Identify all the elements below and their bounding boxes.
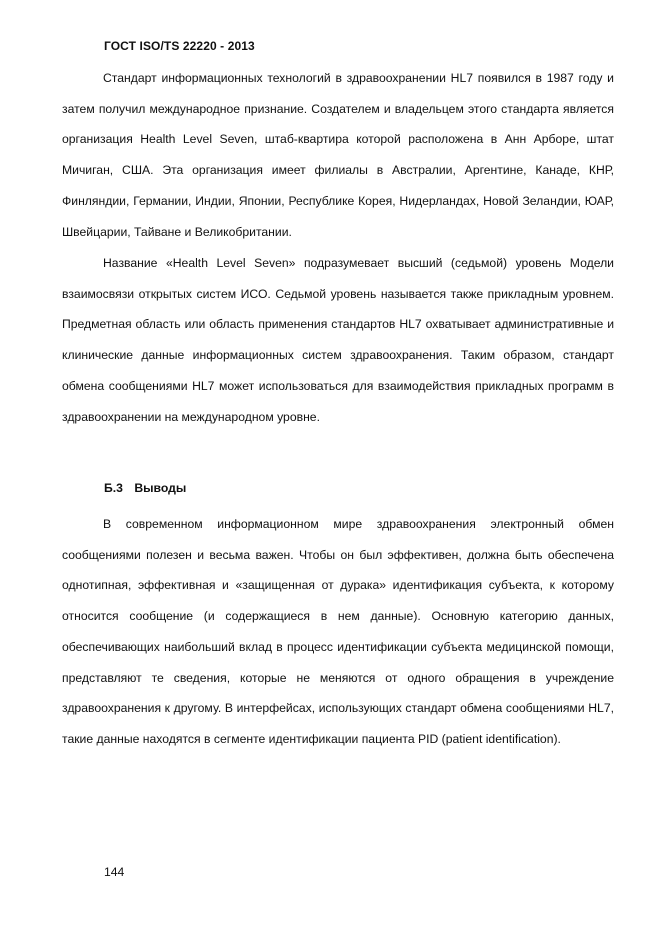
paragraph-text: Стандарт информационных технологий в здравоохранении HL7 появился в 1987 году и затем получил международное признание. Создателем и владельцем этого стандарта является организация Health Level Seven, штаб-квартира которой расположена в Анн Арборе, штат Мичиган, США. Эта организация имеет филиалы в Австралии, Аргентине, Канаде, КНР, Финляндии, Германии, Индии, Японии, Республике Корея, Нидерландах, Новой Зеландии, ЮАР, Швейцарии, Тайване и Великобритании. [62,71,614,239]
page-number: 144 [104,865,125,879]
paragraph-conclusions [62,509,614,755]
document-header: ГОСТ ISO/TS 22220 - 2013 [104,39,255,53]
paragraph-text: Название «Health Level Seven» подразумевает высший (седьмой) уровень Модели взаимосвязи открытых систем ИСО. Седьмой уровень называется также прикладным уровнем. Предметная область или область применения стандартов HL7 охватывает административные и клинические данные информационных систем здравоохранения. Таким образом, стандарт обмена сообщениями HL7 может использоваться для взаимодействия прикладных программ в здравоохранении на международном уровне. [62,256,614,424]
section-number: Б.3 [104,481,123,495]
paragraph-hl7-origin [62,63,614,247]
paragraph-text: В современном информационном мире здравоохранения электронный обмен сообщениями полезен и весьма важен. Чтобы он был эффективен, должна быть обеспечена однотипная, эффективная и «защищенная от дурака» идентификация субъекта, к которому относится сообщение (и содержащиеся в нем данные). Основную категорию данных, обеспечивающих наибольший вклад в процесс идентификации субъекта медицинской помощи, представляют те сведения, которые не меняются от одного обращения в учреждение здравоохранения к другому. В интерфейсах, использующих стандарт обмена сообщениями HL7, такие данные находятся в сегменте идентификации пациента PID (patient identification). [62,517,614,746]
section-title: Выводы [134,481,187,495]
paragraph-hl7-name [62,248,614,432]
section-heading [104,481,186,495]
